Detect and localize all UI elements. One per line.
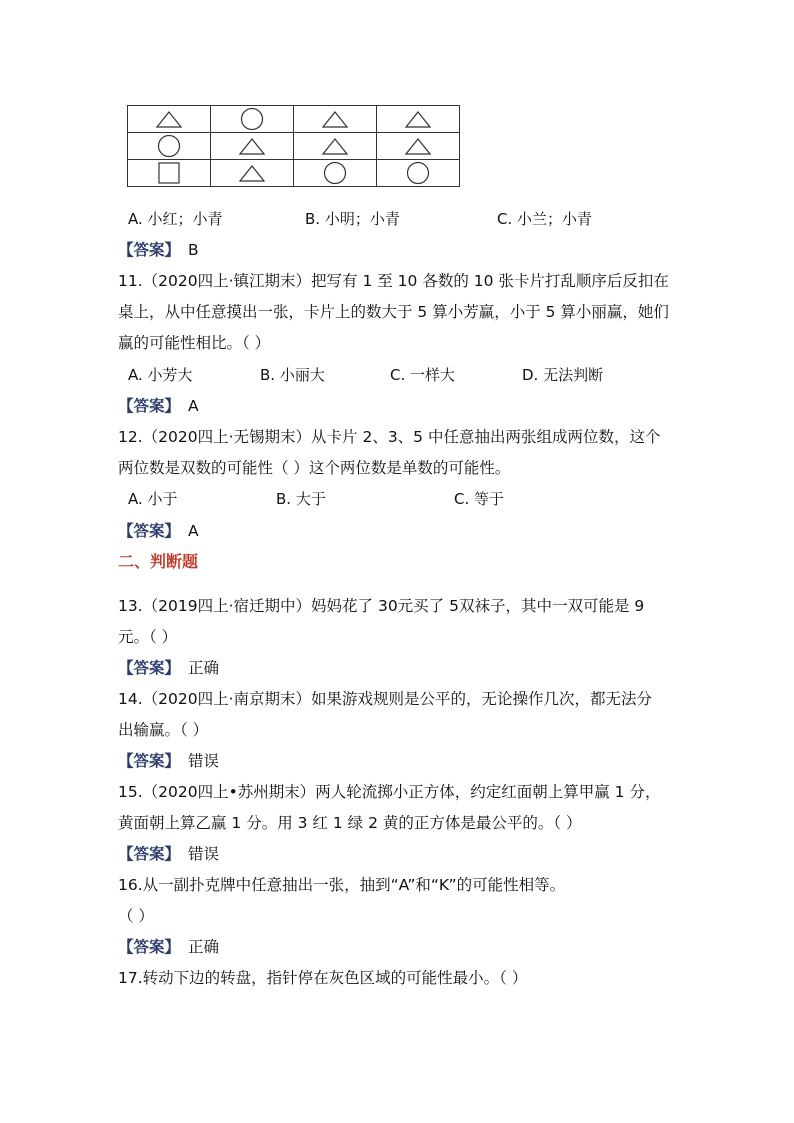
q14-answer-row <box>118 751 219 771</box>
q11-option-b: B. 小丽大 <box>260 366 325 384</box>
q11-option-c: C. 一样大 <box>390 366 456 384</box>
triangle-icon <box>405 110 431 129</box>
circle-icon <box>323 161 347 185</box>
answer-label: 【答案】 <box>118 397 181 415</box>
circle-icon <box>157 134 181 158</box>
square-icon <box>158 162 180 184</box>
shape-table-cell <box>294 106 377 133</box>
shape-table-cell <box>377 106 460 133</box>
triangle-icon <box>322 137 348 156</box>
q13-line-2: 元。（ ） <box>118 628 178 646</box>
answer-value: 正确 <box>188 938 220 956</box>
answer-value: 错误 <box>188 845 220 863</box>
shape-table-cell <box>294 133 377 160</box>
answer-label: 【答案】 <box>118 241 181 259</box>
circle-icon <box>406 161 430 185</box>
q12-option-a: A. 小于 <box>128 490 178 508</box>
q10-option-c: C. 小兰；小青 <box>497 210 593 228</box>
q12-line-2: 两位数是双数的可能性（ ）这个两位数是单数的可能性。 <box>118 459 511 477</box>
shape-table-cell <box>211 133 294 160</box>
q13-answer-row <box>118 658 219 678</box>
answer-label: 【答案】 <box>118 938 181 956</box>
shape-table <box>127 105 460 187</box>
q17-line-1: 17.转动下边的转盘，指针停在灰色区域的可能性最小。（ ） <box>118 969 528 987</box>
q10-option-b: B. 小明；小青 <box>305 210 400 228</box>
shape-table-cell <box>128 106 211 133</box>
shape-table-cell <box>294 160 377 187</box>
answer-value: 正确 <box>188 659 220 677</box>
shape-table-row <box>128 133 460 160</box>
triangle-icon <box>405 137 431 156</box>
shape-table-cell <box>128 133 211 160</box>
q11-line-2: 桌上，从中任意摸出一张，卡片上的数大于 5 算小芳赢，小于 5 算小丽赢，她们 <box>118 303 669 321</box>
shape-table-cell <box>128 160 211 187</box>
shape-table-cell <box>211 160 294 187</box>
circle-icon <box>240 107 264 131</box>
section-title: 二、判断题 <box>118 552 199 571</box>
triangle-icon <box>156 110 182 129</box>
q15-line-1: 15.（2020四上•苏州期末）两人轮流掷小正方体，约定红面朝上算甲赢 1 分， <box>118 783 661 801</box>
q14-line-1: 14.（2020四上·南京期末）如果游戏规则是公平的，无论操作几次，都无法分 <box>118 690 653 708</box>
shape-table-cell <box>211 106 294 133</box>
q11-line-3: 赢的可能性相比。（ ） <box>118 334 271 352</box>
q10-answer-row <box>118 240 199 260</box>
answer-label: 【答案】 <box>118 659 181 677</box>
shape-table-row <box>128 106 460 133</box>
answer-value: 错误 <box>188 752 220 770</box>
q16-answer-row <box>118 937 219 957</box>
answer-label: 【答案】 <box>118 845 181 863</box>
q10-option-a: A. 小红；小青 <box>128 210 223 228</box>
triangle-icon <box>239 137 265 156</box>
q13-line-1: 13.（2019四上·宿迁期中）妈妈花了 30元买了 5双袜子，其中一双可能是 9 <box>118 597 645 615</box>
answer-value: A <box>188 397 199 415</box>
q12-line-1: 12.（2020四上·无锡期末）从卡片 2、3、5 中任意抽出两张组成两位数，这个 <box>118 428 661 446</box>
q11-option-a: A. 小芳大 <box>128 366 193 384</box>
q15-answer-row <box>118 844 219 864</box>
q14-line-2: 出输赢。（ ） <box>118 721 209 739</box>
q12-option-c: C. 等于 <box>454 490 505 508</box>
shape-table-cell <box>377 160 460 187</box>
q12-option-b: B. 大于 <box>276 490 326 508</box>
q12-answer-row <box>118 521 199 541</box>
shape-table-row <box>128 160 460 187</box>
q11-answer-row <box>118 396 199 416</box>
answer-value: A <box>188 522 199 540</box>
q11-line-1: 11.（2020四上·镇江期末）把写有 1 至 10 各数的 10 张卡片打乱顺序后反扣在 <box>118 272 669 290</box>
answer-label: 【答案】 <box>118 752 181 770</box>
q16-line-1: 16.从一副扑克牌中任意抽出一张，抽到“A”和“K”的可能性相等。 <box>118 876 566 894</box>
triangle-icon <box>322 110 348 129</box>
answer-value: B <box>188 241 199 259</box>
answer-label: 【答案】 <box>118 522 181 540</box>
triangle-icon <box>239 164 265 183</box>
shape-table-cell <box>377 133 460 160</box>
q16-line-2: （ ） <box>118 907 154 925</box>
q11-option-d: D. 无法判断 <box>522 366 604 384</box>
q15-line-2: 黄面朝上算乙赢 1 分。用 3 红 1 绿 2 黄的正方体是最公平的。（ ） <box>118 814 582 832</box>
